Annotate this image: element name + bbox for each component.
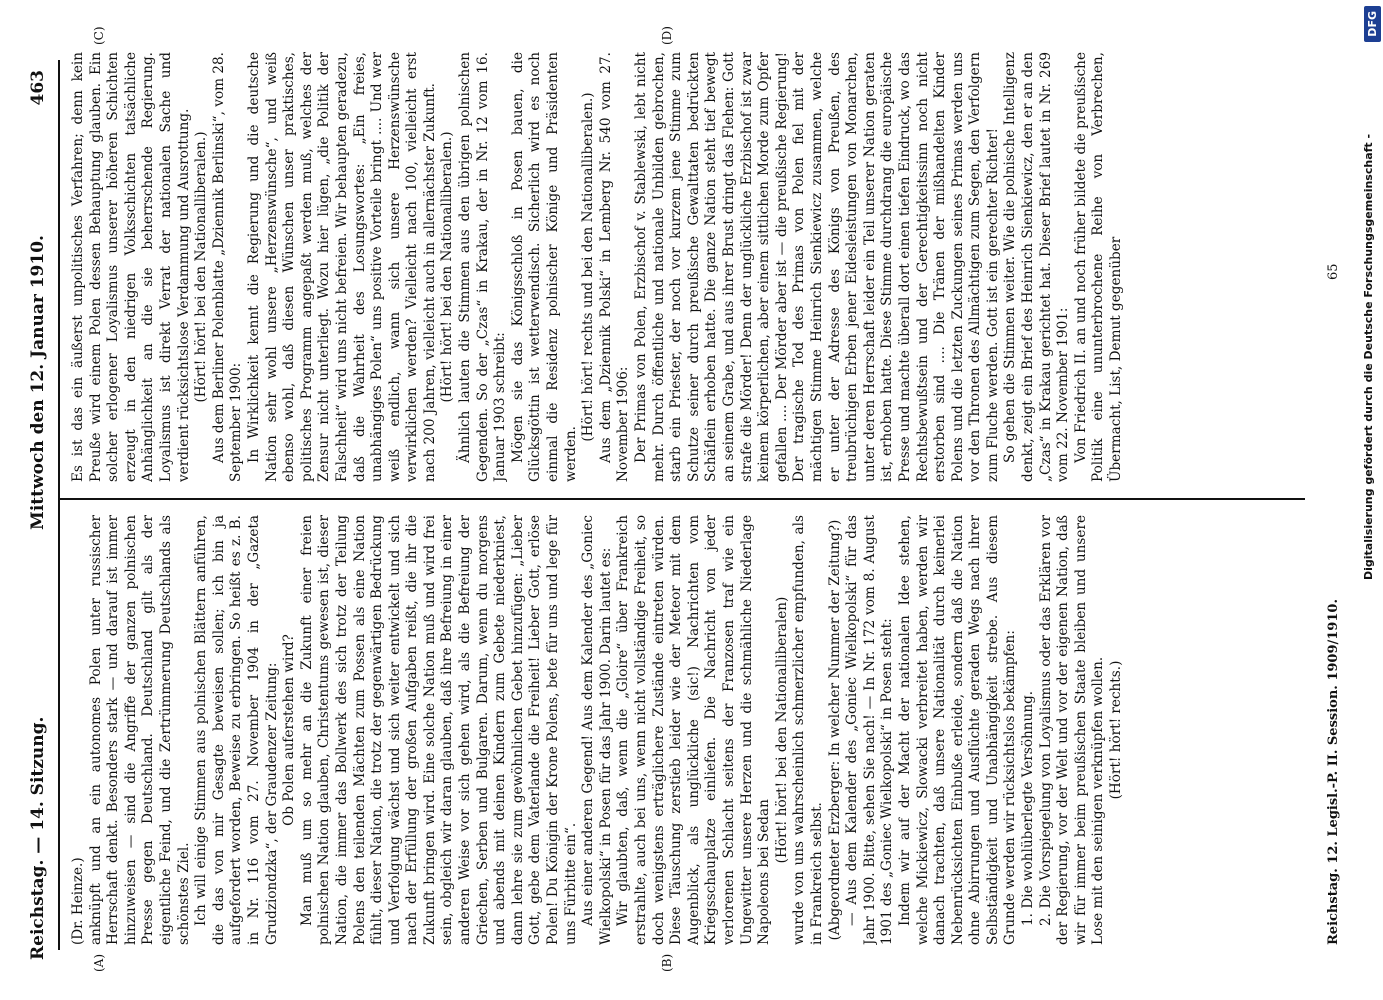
speaker-tag: (Dr. Heinze.) bbox=[70, 857, 86, 945]
footer-sheet-marker: 65 bbox=[1326, 263, 1341, 280]
quote: Mögen sie das Königsschloß in Posen bauen, die Glücksgöttin ist wetterwendisch. Sicherlich wird es noch einmal die Residenz polnischer Könige und Präsidenten werden. bbox=[509, 52, 579, 482]
page-number: 463 bbox=[28, 70, 48, 106]
right-column bbox=[70, 52, 1295, 482]
column-divider bbox=[60, 498, 1305, 500]
quote: Der Primas von Polen, Erzbischof v. Stablewski, lebt nicht mehr. Durch öffentliche und nationale Unbilden gebrochen, starb ein Priester, der noch vor kurzem jene Stimme zum Schutze seiner durch preußische Gewalttaten bedrückten Schäflein erhoben hatte. Die ganze Nation steht tief bewegt an seinem Grabe, und aus ihrer Brust dringt das Flehen: Gott strafe die Mörder! Denn der unglückliche Erzbischof ist zwar keinem körperlichen, aber einem sittlichen Morde zum Opfer gefallen .... Der Mörder aber ist — die preußische Regierung! Der tragische Tod des Primas von Polen fiel mit der mächtigen Stimme Heinrich Sienkiewicz zusammen, welche er unter der Adresse des Königs von Preußen, des treubrüchigen Erben jener Eidesleistungen von Monarchen, unter deren Herrschaft leider ein Teil unserer Nation geraten ist, erhoben hatte. Diese Stimme durchdrang die europäische Presse und machte überall dort einen tiefen Eindruck, wo das Rechtsbewußtsein und der Gerechtigkeitssinn noch nicht erstorben sind .... Die Tränen der mißhandelten Kinder Polens und die letzten Zuckungen seines Primas werden uns vor den Thronen des Allmächtigen zum Segen, den Verfolgern zum Fluche werden. Gott ist ein gerechter Richter! bbox=[633, 52, 1001, 482]
running-header bbox=[22, 70, 56, 960]
quote: In Wirklichkeit kennt die Regierung und die deutsche Nation sehr wohl unsere „Herzenswünsche“, und weiß ebenso wohl, daß diesen Wünschen unser praktisches, politisches Programm angepaßt werden muß, welches der Zensur nicht unterliegt. Wozu hier lügen, „die Politik der Falschheit“ wird uns nicht befreien. Wir behaupten geradezu, daß die Wahrheit des Losungswortes: „Ein freies, unabhängiges Polen“ uns positive Vorteile bringt .... Und wer weiß endlich, wann sich unsere Herzenswünsche verwirklichen werden? Vielleicht nach 100, vielleicht erst nach 200 Jahren, vielleicht auch in allernächster Zukunft. bbox=[245, 52, 438, 482]
footer-signature: Reichstag. 12. Legisl.-P. II. Session. 1909/1910. bbox=[1326, 599, 1341, 945]
header-left: Reichstag. — 14. Sitzung. bbox=[28, 716, 48, 960]
list-item: 1. Die wohlüberlegte Versöhnung. bbox=[1020, 690, 1037, 926]
header-date: Mittwoch den 12. Januar 1910. bbox=[28, 235, 48, 530]
quote: Von Friedrich II. an und noch früher bildete die preußische Politik eine ununterbrochene Reihe von Verbrechen, Übermacht, List, Demut gegenüber bbox=[1072, 52, 1125, 482]
interjection: (Hört! hört! bei den Nationalliberalen) bbox=[773, 596, 790, 864]
margin-mark-d: (D) bbox=[660, 26, 674, 45]
paragraph: Ähnlich lauten die Stimmen aus den übrigen polnischen Gegenden. So der „Czas“ in Krakau, der in Nr. 12 vom 16. Januar 1903 schreibt: bbox=[457, 52, 509, 482]
paragraph: Aus dem „Dziennik Polski“ in Lemberg Nr. 540 vom 27. November 1906: bbox=[597, 52, 632, 482]
paragraph: Aus dem Berliner Polenblatte „Dziennik Berlinski“, vom 28. September 1900: bbox=[210, 52, 245, 482]
paragraph: anknüpft und an ein autonomes Polen unter russischer Herrschaft denkt. Besonders stark — und darauf ist immer hinzuweisen — sind die Angriffe der ganzen polnischen Presse gegen Deutschland. Deutschland gilt als der eigentliche Feind, und die Zertrümmerung Deutschlands als schönstes Ziel. bbox=[87, 515, 192, 945]
interjection: (Hört! hört! rechts und bei den Nationalliberalen.) bbox=[580, 92, 597, 442]
left-column bbox=[70, 515, 1295, 945]
interjection: (Hört! hört! bei den Nationalliberalen.) bbox=[193, 131, 210, 403]
margin-mark-c: (C) bbox=[92, 26, 106, 45]
quote: Indem wir auf der Macht der nationalen Idee stehen, welche Mickiewicz, Slowacki verbreitet haben, werden wir danach trachten, daß unsere Nationalität durch keinerlei Nebenrücksichten Einbuße erleide, sondern daß die Nation ohne Abirrungen und Ausflüchte geraden Wegs nach ihrer Selbständigkeit und Unabhängigkeit strebe. Aus diesem Grunde werden wir rücksichtslos bekämpfen: bbox=[896, 515, 1019, 945]
digitization-credit: Digitalisierung gefördert durch die Deutsche Forschungsgemeinschaft - bbox=[1362, 133, 1375, 580]
quote: wurde von uns wahrscheinlich schmerzlicher empfunden, als in Frankreich selbst. bbox=[791, 515, 825, 945]
list-item: 2. Die Vorspiegelung von Loyalismus oder das Erklären vor der Regierung, vor der Welt und vor der eigenen Nation, daß wir für immer beim preußischen Staate bleiben und unsere Lose mit den seinigen verknüpfen wollen. bbox=[1037, 515, 1107, 945]
quote: Es ist das ein äußerst unpolitisches Verfahren; denn kein Preuße wird einem Polen dessen Behauptung glauben. Ein solcher erlogener Loyalismus unserer höheren Schichten erzeugt in den niedrigen Volksschichten tatsächliche Anhänglichkeit an die sie beherrschende Regierung. Loyalismus ist direkt Verrat der nationalen Sache und verdient rücksichtslose Verdammung und Ausrottung. bbox=[70, 52, 192, 482]
interjection: (Abgeordneter Erzberger: In welcher Nummer der Zeitung?) bbox=[826, 519, 843, 941]
quote: Man muß um so mehr an die Zukunft einer freien polnischen Nation glauben, Christentums gewesen ist, dieser Nation, die immer das Bollwerk des sich trotz der Teilung Polens den teilenden Mächten zum Possen als eine Nation fühlt, dieser Nation, die trotz der gegenwärtigen Bedrückung und Verfolgung wächst und sich weiter entwickelt und sich nach der Erfüllung der großen Aufgaben reißt, die ihr die Zukunft bringen wird. Eine solche Nation muß und wird frei sein, obgleich wir daran glauben, daß ihre Befreiung in einer anderen Weise vor sich gehen wird, als die Befreiung der Griechen, Serben und Bulgaren. Darum, wenn du morgens und abends mit deinen Kindern zum Gebete niederkniest, dann lehre sie zum gewöhnlichen Gebet hinzufügen: „Lieber Gott, gebe dem Vaterlande die Freiheit! Lieber Gott, erlöse Polen! Du Königin der Krone Polens, bete für uns und lege für uns Fürbitte ein“. bbox=[298, 515, 579, 945]
interjection: (Hört! hört! bei den Nationalliberalen.) bbox=[439, 131, 456, 403]
margin-mark-a: (A) bbox=[92, 953, 106, 972]
quote-heading: Ob Polen auferstehen wird? bbox=[281, 634, 298, 826]
margin-mark-b: (B) bbox=[660, 953, 674, 972]
quote: Wir glaubten, daß, wenn die „Gloire“ über Frankreich erstrahlte, auch bei uns, wenn nicht vollständige Freiheit, so doch wenigstens erträglichere Zustände eintreten würden. Diese Täuschung zerstieb leider wie der Meteor mit dem Augenblick, als unglückliche (sic!) Nachrichten vom Kriegsschauplatze einliefen. Die Nachricht von jeder verlorenen Schlacht seitens der Franzosen traf wie ein Ungewitter unsere Herzen und die schmähliche Niederlage Napoleons bei Sedan bbox=[615, 515, 773, 945]
paragraph: Ich will einige Stimmen aus polnischen Blättern anführen, die das von mir Gesagte beweisen sollen; ich bin ja aufgefordert worden, Beweise zu erbringen. So heißt es z. B. in Nr. 116 vom 27. November 1904 in der „Gazeta Grudziondzka“, der Graudenzer Zeitung: bbox=[193, 515, 280, 945]
paragraph: — Aus dem Kalender des „Goniec Wielkopolski“ für das Jahr 1900. Bitte, sehen Sie nach! — In Nr. 172 vom 8. August 1901 des „Goniec Wielkopolski“ in Posen steht: bbox=[844, 515, 896, 945]
header-rule bbox=[58, 60, 60, 950]
paragraph: Aus einer anderen Gegend! Aus dem Kalender des „Goniec Wielkopolski“ in Posen für das Jahr 1900. Darin lautet es: bbox=[580, 515, 614, 945]
interjection: (Hört! hört! rechts.) bbox=[1108, 660, 1125, 800]
dfg-logo: DFG bbox=[1364, 6, 1381, 42]
paragraph: So gehen die Stimmen weiter. Wie die polnische Intelligenz denkt, zeigt ein Brief des Heinrich Sienkiewicz, den er an den „Czas“ in Krakau gerichtet hat. Dieser Brief lautet in Nr. 269 vom 22. November 1901: bbox=[1002, 52, 1072, 482]
